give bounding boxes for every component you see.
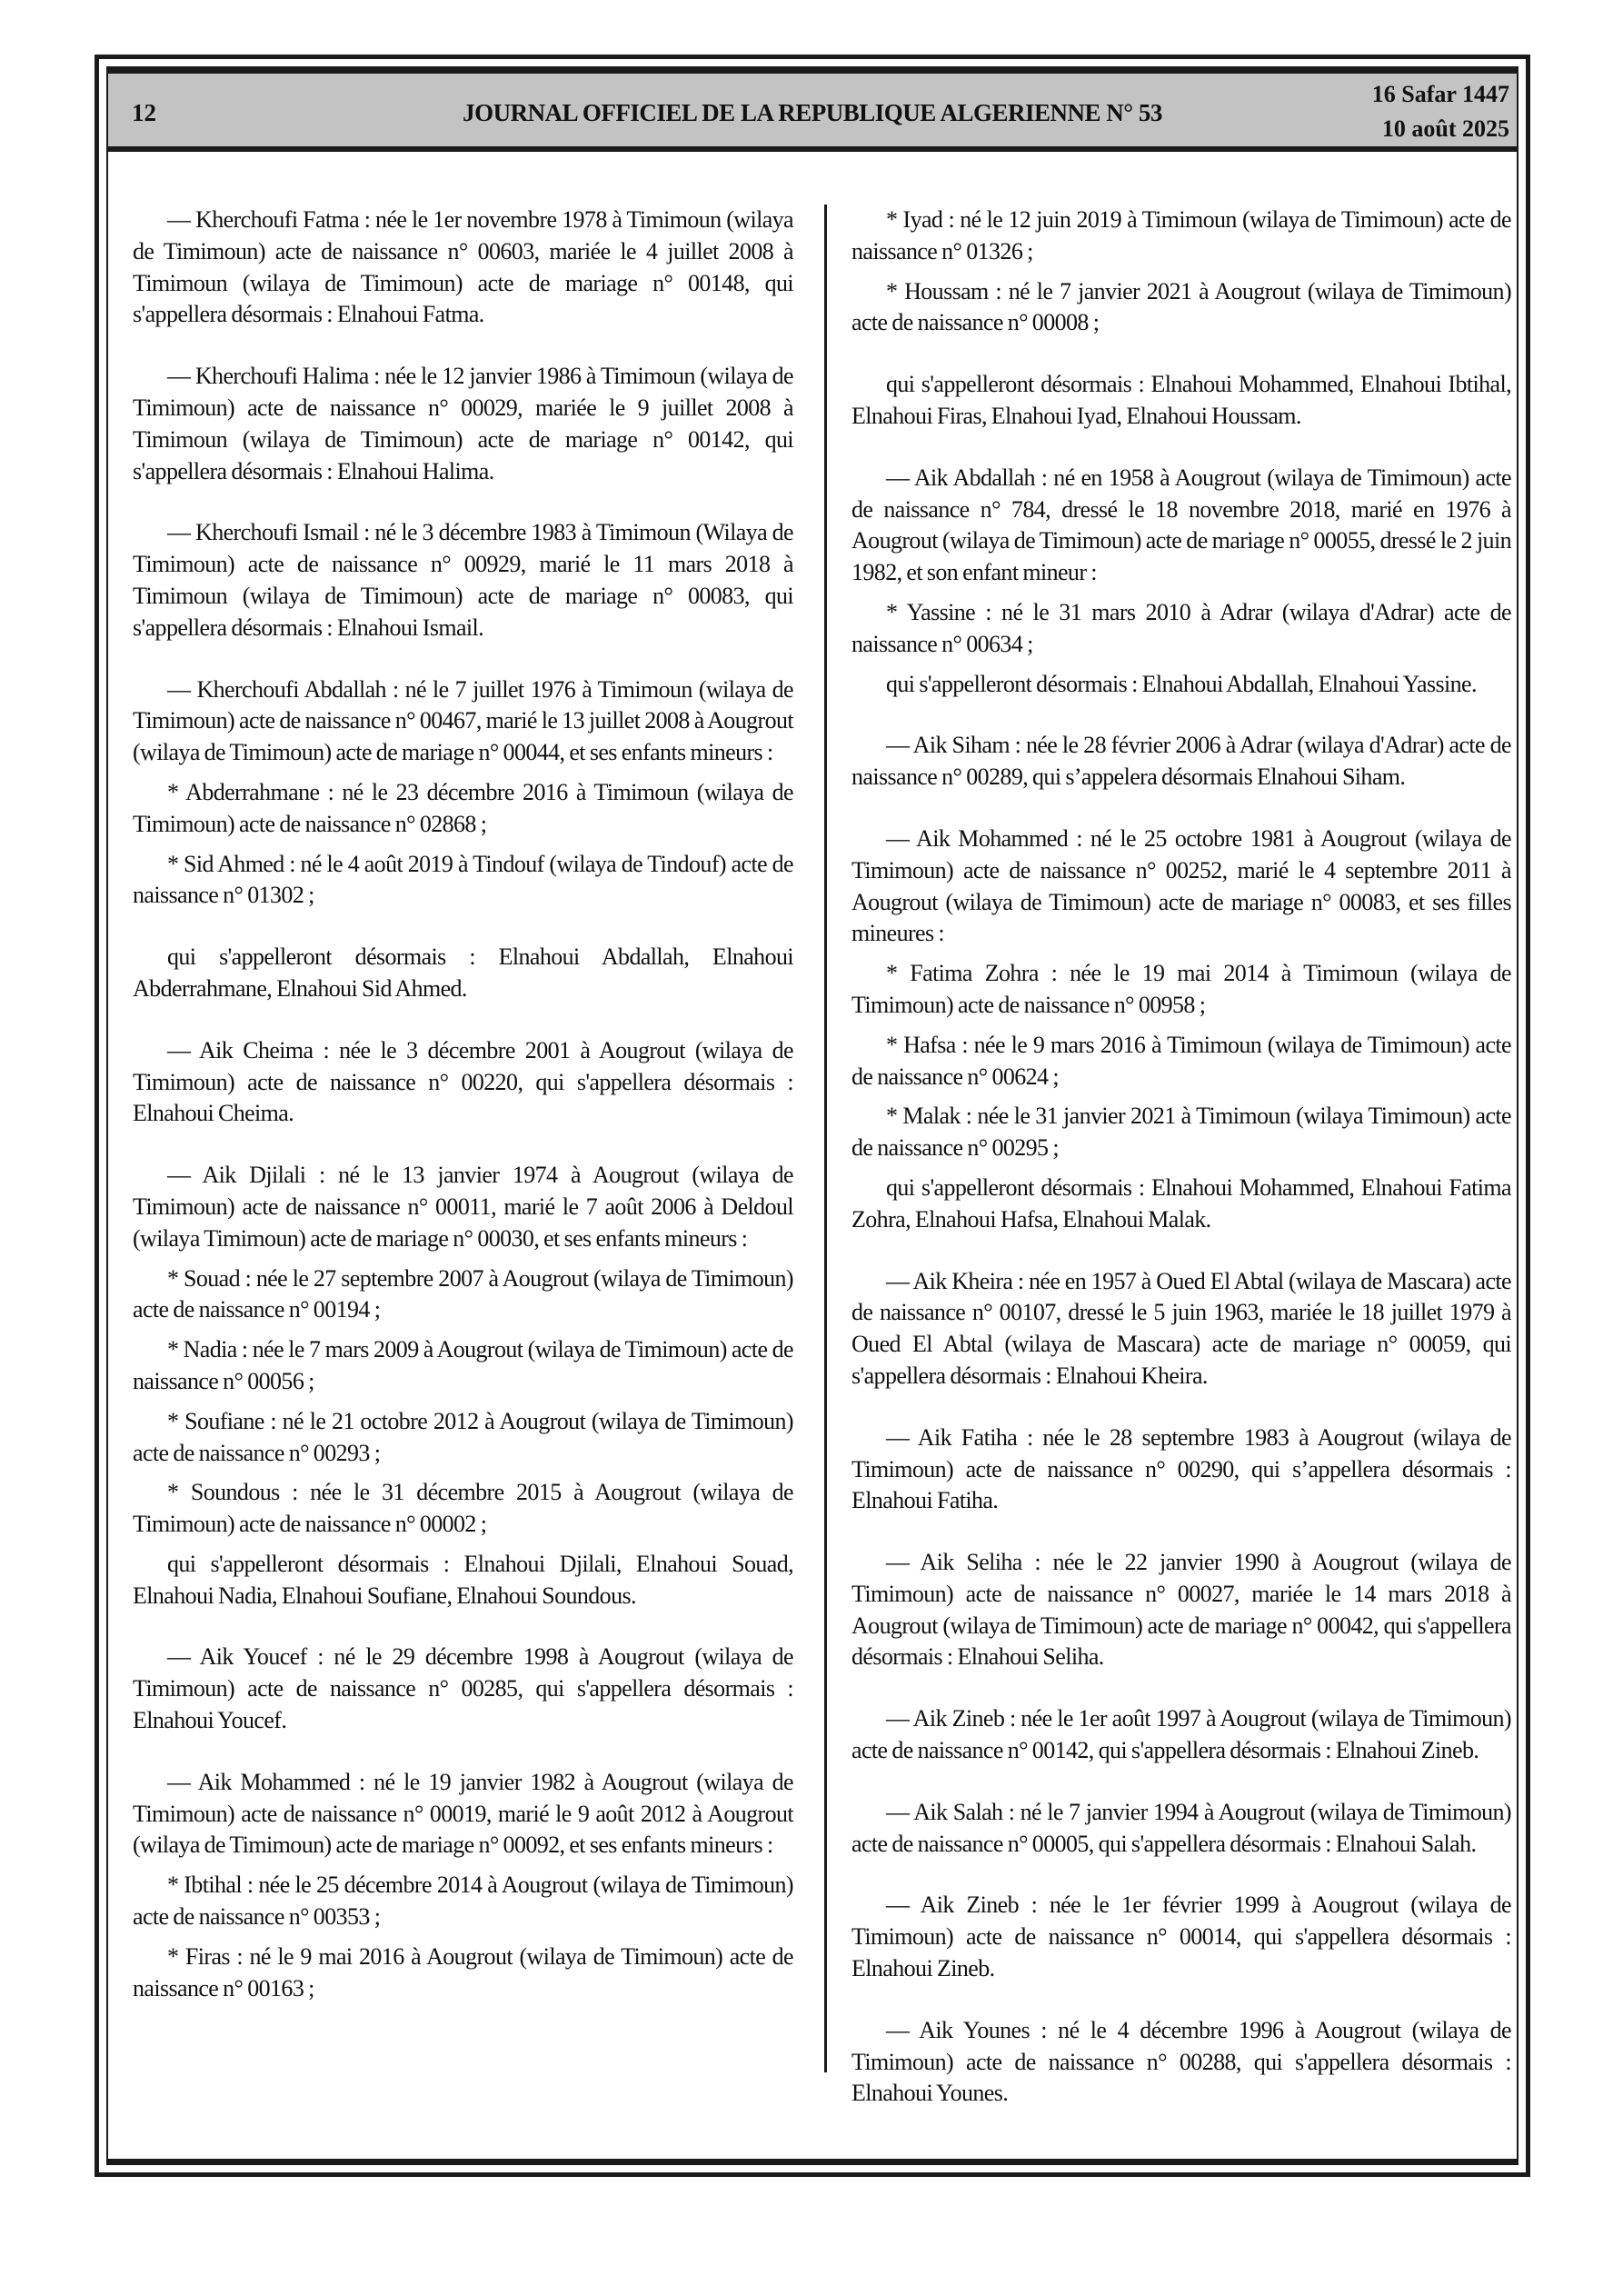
paragraph: — Kherchoufi Abdallah : né le 7 juillet 1976 à Timimoun (wilaya de Timimoun) acte de naissance n° 00467, marié le 13 juillet 2008 à Aougrout (wilaya de Timimoun) acte de mariage n° 00044, et ses enfants mineurs : [133, 675, 793, 766]
left-column [133, 205, 793, 2004]
page-number: 12 [132, 99, 156, 126]
right-column [851, 205, 1511, 2110]
paragraph: * Souad : née le 27 septembre 2007 à Aougrout (wilaya de Timimoun) acte de naissance n° 00194 ; [133, 1264, 793, 1323]
paragraph: * Soufiane : né le 21 octobre 2012 à Aougrout (wilaya de Timimoun) acte de naissance n° 00293 ; [133, 1407, 793, 1466]
paragraph: * Malak : née le 31 janvier 2021 à Timimoun (wilaya Timimoun) acte de naissance n° 00295 ; [851, 1103, 1511, 1162]
paragraph: — Aik Zineb : née le 1er février 1999 à Aougrout (wilaya de Timimoun) acte de naissance n° 00014, qui s'appellera désormais : Elnahoui Zineb. [851, 1892, 1511, 1982]
issue-date [1372, 77, 1509, 146]
paragraph: — Aik Mohammed : né le 25 octobre 1981 à Aougrout (wilaya de Timimoun) acte de naissance n° 00252, marié le 4 septembre 2011 à Aougrout (wilaya de Timimoun) acte de mariage n° 00083, et ses filles mineures : [851, 824, 1511, 947]
paragraph: — Kherchoufi Halima : née le 12 janvier 1986 à Timimoun (wilaya de Timimoun) acte de naissance n° 00029, mariée le 9 juillet 2008 à Timimoun (wilaya de Timimoun) acte de mariage n° 00142, qui s'appellera désormais : Elnahoui Halima. [133, 363, 793, 484]
paragraph: — Aik Zineb : née le 1er août 1997 à Aougrout (wilaya de Timimoun) acte de naissance n° 00142, qui s'appellera désormais : Elnahoui Zineb. [851, 1705, 1511, 1764]
paragraph: — Aik Cheima : née le 3 décembre 2001 à Aougrout (wilaya de Timimoun) acte de naissance n° 00220, qui s'appellera désormais : Elnahoui Cheima. [133, 1036, 793, 1127]
paragraph: * Abderrahmane : né le 23 décembre 2016 à Timimoun (wilaya de Timimoun) acte de naissance n° 02868 ; [133, 778, 793, 837]
paragraph: qui s'appelleront désormais : Elnahoui Abdallah, Elnahoui Yassine. [886, 670, 1477, 697]
paragraph: — Aik Kheira : née en 1957 à Oued El Abtal (wilaya de Mascara) acte de naissance n° 00107, dressé le 5 juin 1963, mariée le 18 juillet 1979 à Oued El Abtal (wilaya de Mascara) acte de mariage n° 00059, qui s'appellera désormais : Elnahoui Kheira. [851, 1267, 1511, 1389]
paragraph: * Houssam : né le 7 janvier 2021 à Aougrout (wilaya de Timimoun) acte de naissance n° 00008 ; [851, 277, 1511, 336]
paragraph: qui s'appelleront désormais : Elnahoui Mohammed, Elnahoui Fatima Zohra, Elnahoui Hafsa, Elnahoui Malak. [851, 1173, 1511, 1233]
journal-header [108, 68, 1517, 152]
paragraph: — Aik Youcef : né le 29 décembre 1998 à Aougrout (wilaya de Timimoun) acte de naissance n° 00285, qui s'appellera désormais : Elnahoui Youcef. [133, 1643, 793, 1734]
paragraph: * Sid Ahmed : né le 4 août 2019 à Tindouf (wilaya de Tindouf) acte de naissance n° 01302 ; [133, 850, 793, 909]
paragraph: — Aik Fatiha : née le 28 septembre 1983 à Aougrout (wilaya de Timimoun) acte de naissance n° 00290, qui s’appellera désormais : Elnahoui Fatiha. [851, 1423, 1511, 1514]
journal-title: JOURNAL OFFICIEL DE LA REPUBLIQUE ALGERIENNE N° 53 [463, 99, 1162, 126]
paragraph: — Kherchoufi Ismail : né le 3 décembre 1983 à Timimoun (Wilaya de Timimoun) acte de naissance n° 00929, marié le 11 mars 2018 à Timimoun (wilaya de Timimoun) acte de mariage n° 00083, qui s'appellera désormais : Elnahoui Ismail. [133, 519, 793, 641]
page-inner-frame [106, 66, 1518, 2165]
paragraph: * Nadia : née le 7 mars 2009 à Aougrout (wilaya de Timimoun) acte de naissance n° 00056 ; [133, 1336, 793, 1394]
paragraph: — Aik Siham : née le 28 février 2006 à Adrar (wilaya d'Adrar) acte de naissance n° 00289, qui s’appelera désormais Elnahoui Siham. [851, 732, 1511, 791]
paragraph: * Yassine : né le 31 mars 2010 à Adrar (wilaya d'Adrar) acte de naissance n° 00634 ; [851, 598, 1511, 657]
paragraph: * Hafsa : née le 9 mars 2016 à Timimoun (wilaya de Timimoun) acte de naissance n° 00624 ; [851, 1031, 1511, 1090]
paragraph: * Ibtihal : née le 25 décembre 2014 à Aougrout (wilaya de Timimoun) acte de naissance n° 00353 ; [133, 1872, 793, 1931]
page-frame [95, 55, 1530, 2177]
paragraph: * Fatima Zohra : née le 19 mai 2014 à Timimoun (wilaya de Timimoun) acte de naissance n° 00958 ; [851, 960, 1511, 1018]
paragraph: — Aik Abdallah : né en 1958 à Aougrout (wilaya de Timimoun) acte de naissance n° 784, dressé le 18 novembre 2018, marié en 1976 à Aougrout (wilaya de Timimoun) acte de mariage n° 00055, dressé le 2 juin 1982, et son enfant mineur : [851, 464, 1511, 586]
paragraph: qui s'appelleront désormais : Elnahoui Djilali, Elnahoui Souad, Elnahoui Nadia, Elnahoui Soufiane, Elnahoui Soundous. [133, 1550, 793, 1609]
paragraph: * Soundous : née le 31 décembre 2015 à Aougrout (wilaya de Timimoun) acte de naissance n° 00002 ; [133, 1479, 793, 1538]
paragraph: qui s'appelleront désormais : Elnahoui Mohammed, Elnahoui Ibtihal, Elnahoui Firas, Elnahoui Iyad, Elnahoui Houssam. [851, 371, 1511, 429]
paragraph: — Aik Seliha : née le 22 janvier 1990 à Aougrout (wilaya de Timimoun) acte de naissance n° 00027, mariée le 14 mars 2018 à Aougrout (wilaya de Timimoun) acte de mariage n° 00042, qui s'appellera désormais : Elnahoui Seliha. [851, 1549, 1511, 1671]
paragraph: — Aik Younes : né le 4 décembre 1996 à Aougrout (wilaya de Timimoun) acte de naissance n° 00288, qui s'appellera désormais : Elnahoui Younes. [851, 2016, 1511, 2107]
paragraph: qui s'appelleront désormais : Elnahoui Abdallah, Elnahoui Abderrahmane, Elnahoui Sid Ahmed. [133, 943, 793, 1002]
date-hijri: 16 Safar 1447 [1371, 81, 1509, 107]
paragraph: * Firas : né le 9 mai 2016 à Aougrout (wilaya de Timimoun) acte de naissance n° 00163 ; [133, 1942, 793, 2002]
column-divider [824, 205, 827, 2072]
paragraph: — Aik Salah : né le 7 janvier 1994 à Aougrout (wilaya de Timimoun) acte de naissance n° 00005, qui s'appellera désormais : Elnahoui Salah. [851, 1798, 1511, 1857]
paragraph: * Iyad : né le 12 juin 2019 à Timimoun (wilaya de Timimoun) acte de naissance n° 01326 ; [851, 206, 1511, 265]
paragraph: — Aik Djilali : né le 13 janvier 1974 à Aougrout (wilaya de Timimoun) acte de naissance n° 00011, marié le 7 août 2006 à Deldoul (wilaya Timimoun) acte de mariage n° 00030, et ses enfants mineurs : [133, 1162, 793, 1252]
date-gregorian: 10 août 2025 [1381, 115, 1509, 142]
paragraph: — Aik Mohammed : né le 19 janvier 1982 à Aougrout (wilaya de Timimoun) acte de naissance n° 00019, marié le 9 août 2012 à Aougrout (wilaya de Timimoun) acte de mariage n° 00092, et ses enfants mineurs : [133, 1768, 793, 1859]
paragraph: — Kherchoufi Fatma : née le 1er novembre 1978 à Timimoun (wilaya de Timimoun) acte de naissance n° 00603, mariée le 4 juillet 2008 à Timimoun (wilaya de Timimoun) acte de mariage n° 00148, qui s'appellera désormais : Elnahoui Fatma. [133, 206, 793, 328]
